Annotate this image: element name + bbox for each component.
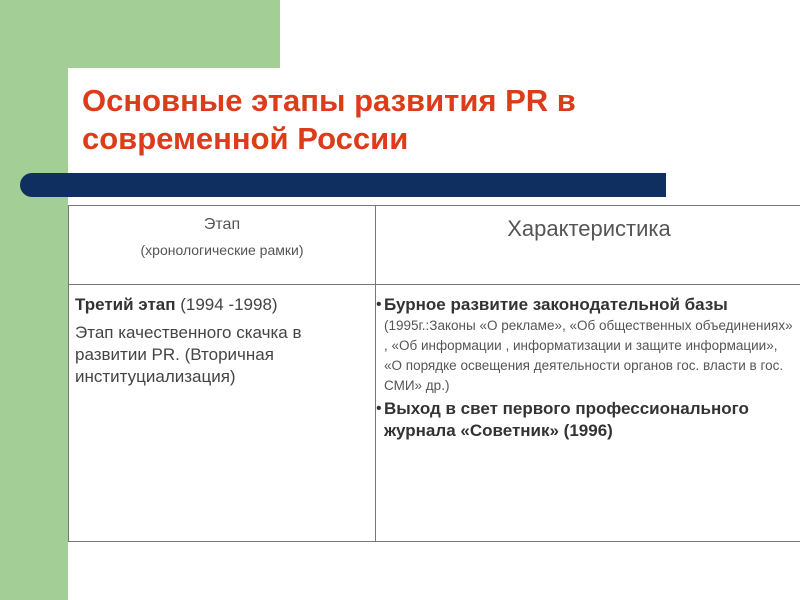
green-frame-top: [0, 0, 280, 68]
bullet-detail-text: (1995г.:Законы «О рекламе», «Об общественных объединениях» , «Об информации , информатизации и защите информации», «О порядке освещения деятельности органов гос. власти в гос. СМИ» др.): [384, 318, 793, 393]
characteristic-header-label: Характеристика: [507, 216, 671, 241]
stage-title: [75, 294, 369, 316]
stage-header-label: Этап: [203, 216, 241, 233]
bullet-strong-text: Выход в свет первого профессионального журнала «Советник» (1996): [384, 399, 749, 440]
accent-bar: [20, 173, 666, 197]
bullet-item: [376, 398, 796, 442]
table-header-divider: [69, 284, 800, 285]
stage-description: Этап качественного скачка в развитии PR. (Вторичная институциализация): [75, 323, 302, 386]
stage-years: (1994 -1998): [175, 295, 278, 314]
green-frame-left: [0, 0, 68, 600]
table-header-stage: [69, 214, 375, 260]
bullet-item: [376, 294, 796, 396]
bullet-icon: •: [376, 400, 382, 417]
bullet-icon: •: [376, 296, 382, 313]
stage-header-sublabel: (хронологические рамки): [140, 242, 304, 258]
table-cell-stage: [75, 294, 369, 388]
stage-name: Третий этап: [75, 295, 176, 314]
table-cell-characteristic: [376, 294, 796, 442]
bullet-strong-text: Бурное развитие законодательной базы: [384, 295, 728, 314]
slide-title: Основные этапы развития PR в современной России: [82, 83, 576, 156]
stages-table: [68, 205, 800, 542]
